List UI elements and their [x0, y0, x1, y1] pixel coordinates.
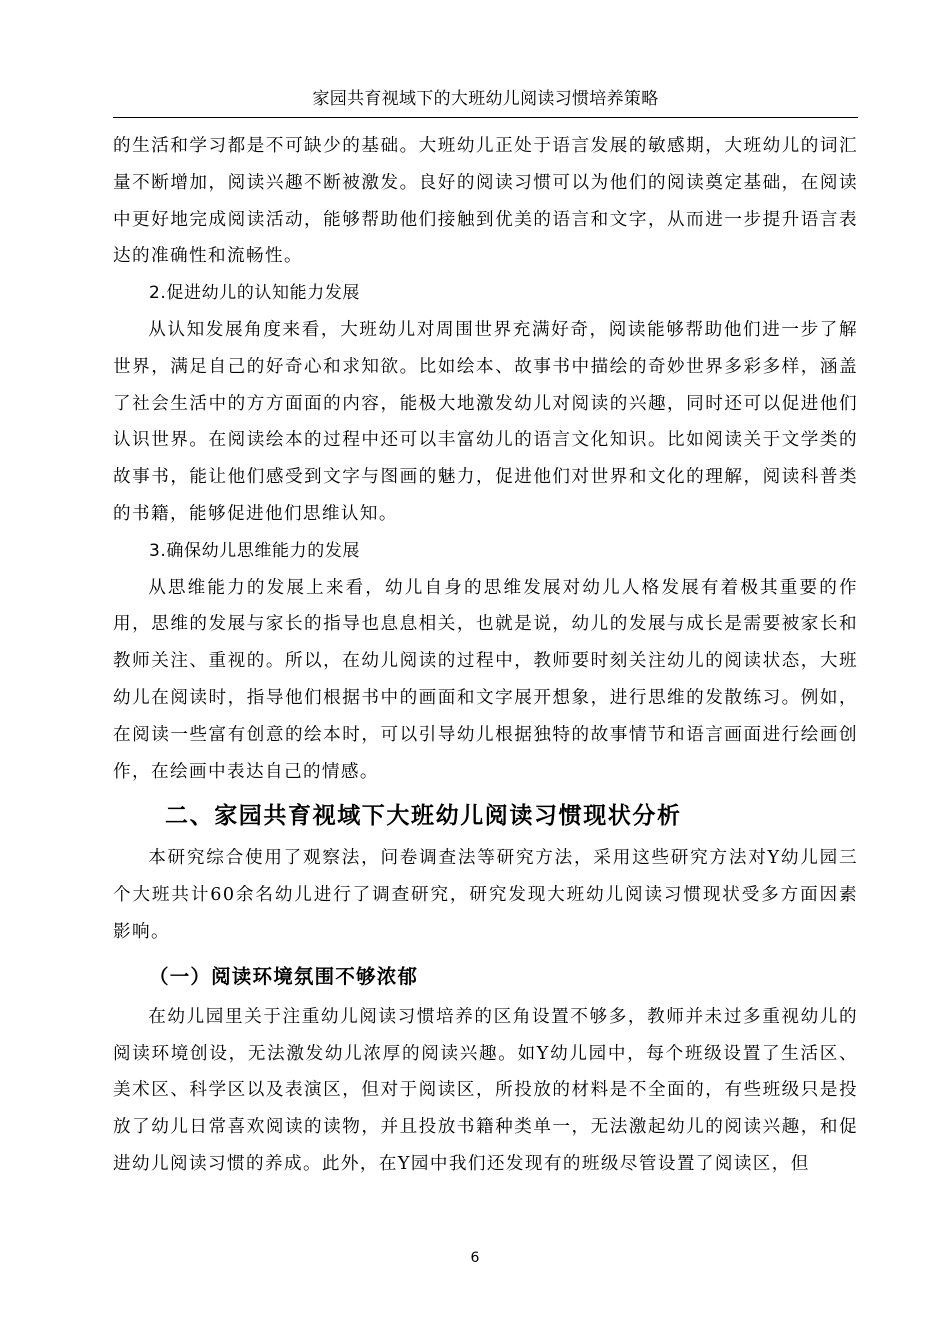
running-header: 家园共育视域下的大班幼儿阅读习惯培养策略 — [312, 89, 659, 109]
subheading-cognitive-development: 2.促进幼儿的认知能力发展 — [149, 283, 361, 304]
document-body — [113, 128, 858, 1183]
subheading-thinking-ability: 3.确保幼儿思维能力的发展 — [149, 540, 361, 561]
paragraph-thinking-ability: 从思维能力的发展上来看，幼儿自身的思维发展对幼儿人格发展有着极其重要的作用，思维的发展与家长的指导也息息相关，也就是说，幼儿的发展与成长是需要被家长和教师关注、重视的。所以，在幼儿阅读的过程中，教师要时刻关注幼儿的阅读状态，大班幼儿在阅读时，指导他们根据书中的画面和文字展开想象，进行思维的发散练习。例如，在阅读一些富有创意的绘本时，可以引导幼儿根据独特的故事情节和语言画面进行绘画创作，在绘画中表达自己的情感。 — [113, 577, 858, 782]
paragraph-cognitive-development: 从认知发展角度来看，大班幼儿对周围世界充满好奇，阅读能够帮助他们进一步了解世界，满足自己的好奇心和求知欲。比如绘本、故事书中描绘的奇妙世界多彩多样，涵盖了社会生活中的方方面面的内容，能极大地激发幼儿对阅读的兴趣，同时还可以促进他们认识世界。在阅读绘本的过程中还可以丰富幼儿的语言文化知识。比如阅读关于文学类的故事书，能让他们感受到文字与图画的魅力，促进他们对世界和文化的理解，阅读科普类的书籍，能够促进他们思维认知。 — [113, 319, 858, 524]
paragraph-reading-environment: 在幼儿园里关于注重幼儿阅读习惯培养的区角设置不够多，教师并未过多重视幼儿的阅读环境创设，无法激发幼儿浓厚的阅读兴趣。如Y幼儿园中，每个班级设置了生活区、美术区、科学区以及表演区，但对于阅读区，所投放的材料是不全面的，有些班级只是投放了幼儿日常喜欢阅读的读物，并且投放书籍种类单一，无法激起幼儿的阅读兴趣，和促进幼儿阅读习惯的养成。此外，在Y园中我们还发现有的班级尽管设置了阅读区，但 — [113, 1006, 858, 1174]
header-rule — [113, 117, 858, 118]
paragraph-intro-continued: 的生活和学习都是不可缺少的基础。大班幼儿正处于语言发展的敏感期，大班幼儿的词汇量不断增加，阅读兴趣不断被激发。良好的阅读习惯可以为他们的阅读奠定基础，在阅读中更好地完成阅读活动，能够帮助他们接触到优美的语言和文字，从而进一步提升语言表达的准确性和流畅性。 — [113, 136, 858, 267]
section-heading-status-analysis: 二、家园共育视域下大班幼儿阅读习惯现状分析 — [165, 803, 682, 830]
paragraph-research-methods: 本研究综合使用了观察法，问卷调查法等研究方法，采用这些研究方法对Y幼儿园三个大班共计60余名幼儿进行了调查研究，研究发现大班幼儿阅读习惯现状受多方面因素影响。 — [113, 848, 858, 942]
page-number: 6 — [470, 1250, 480, 1266]
subsection-heading-reading-environment: （一）阅读环境氛围不够浓郁 — [149, 964, 419, 988]
